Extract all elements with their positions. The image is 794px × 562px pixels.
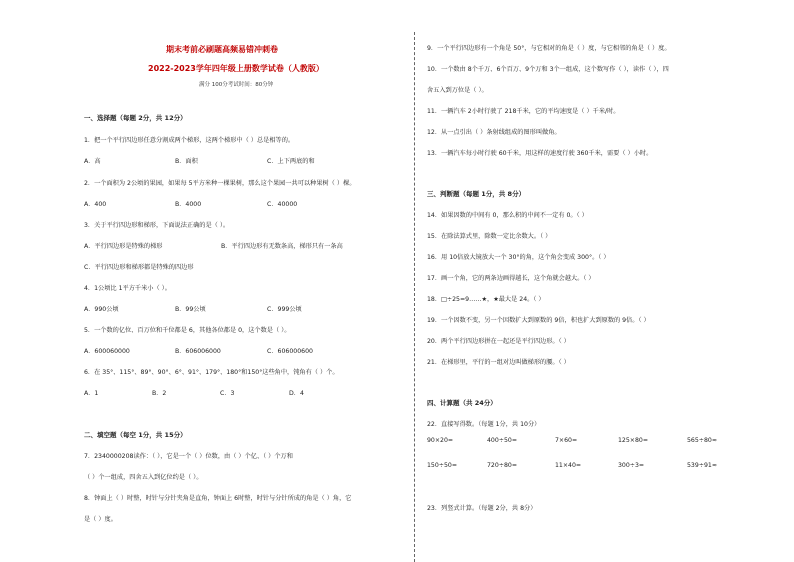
question-11: 11．一辆汽车 2小时行驶了 218千米，它的平均速度是（ ）千米/时。 — [427, 108, 620, 115]
question-9: 9．一个平行四边形有一个角是 50°，与它相对的角是（ ）度，与它相邻的角是（ ）度。 — [427, 45, 671, 52]
calc-grid — [427, 437, 787, 487]
q1-option-b: B．面积 — [175, 158, 198, 165]
calc-item: 300÷3= — [618, 462, 645, 469]
exam-meta: 满分 100分考试时间：80分钟 — [199, 82, 274, 88]
q3-option-a: A．平行四边形是特殊的梯形 — [84, 243, 163, 250]
question-23: 23．列竖式计算。（每题 2分，共 8分） — [427, 505, 537, 512]
calc-row — [427, 437, 787, 462]
calc-item: 150÷50= — [427, 462, 458, 469]
question-13: 13．一辆汽车每小时行驶 60千米，用这样的速度行驶 360千米，需要（ ）小时。 — [427, 150, 653, 157]
q3-option-c: C．平行四边形和梯形都是特殊的四边形 — [84, 264, 194, 271]
question-18: 18．□÷25=9……★，★最大是 24。（ ） — [427, 296, 545, 303]
question-7-line1: 7．2340000208读作：（ ），它是一个（ ）位数，由（ ）个亿、（ ）个万和 — [84, 453, 293, 460]
calc-row — [427, 462, 787, 487]
section-fill-heading: 二、填空题（每空 1分，共 15分） — [84, 431, 187, 439]
exam-title: 期末考前必刷题高频易错冲刺卷 — [166, 45, 278, 54]
question-20: 20．两个平行四边形拼在一起还是平行四边形。（ ） — [427, 338, 570, 345]
q2-option-a: A．400 — [84, 201, 107, 208]
section-judge-heading: 三、判断题（每题 1分，共 8分） — [427, 190, 526, 198]
calc-item: 400÷50= — [487, 437, 518, 444]
q4-option-b: B．99公顷 — [175, 306, 206, 313]
q6-option-d: D．4 — [289, 390, 304, 397]
question-15: 15．在除法算式里，除数一定比余数大。（ ） — [427, 233, 552, 240]
question-22: 22．直接写得数。（每题 1分，共 10分） — [427, 421, 541, 428]
question-16: 16．用 10倍放大镜放大一个 30°的角，这个角会变成 300°。（ ） — [427, 254, 610, 261]
question-5: 5．一个数的亿位、百万位和千位都是 6，其他各位都是 0，这个数是（ ）。 — [84, 327, 291, 334]
question-6: 6．在 35°、115°、89°、90°、6°、91°、179°、180°和150°这些角中，钝角有（ ）个。 — [84, 369, 339, 376]
section-choice-heading: 一、选择题（每题 2分，共 12分） — [84, 114, 187, 122]
q5-option-c: C．606000600 — [267, 348, 313, 355]
column-divider — [414, 32, 415, 562]
q6-option-a: A．1 — [84, 390, 99, 397]
calc-item: 125×80= — [618, 437, 649, 444]
q6-option-b: B．2 — [152, 390, 167, 397]
question-8-line2: 是（ ）度。 — [84, 516, 117, 523]
q2-option-b: B．4000 — [175, 201, 202, 208]
section-calc-heading: 四、计算题（共 24分） — [427, 399, 497, 407]
q5-option-a: A．600060000 — [84, 348, 130, 355]
calc-item: 11×40= — [555, 462, 582, 469]
question-10-line2: 舍五入到万位是（ ）。 — [427, 87, 488, 94]
calc-item: 90×20= — [427, 437, 454, 444]
question-4: 4．1公顷比 1平方千米小（ ）。 — [84, 285, 171, 292]
q5-option-b: B．606006000 — [175, 348, 221, 355]
q4-option-c: C．999公顷 — [267, 306, 302, 313]
question-14: 14．如果因数的中间有 0，那么积的中间不一定有 0。（ ） — [427, 212, 588, 219]
question-21: 21．在梯形里，平行的一组对边叫做梯形的腰。（ ） — [427, 359, 570, 366]
calc-item: 7×60= — [555, 437, 578, 444]
question-12: 12．从一点引出（ ）条射线组成的图形叫做角。 — [427, 129, 561, 136]
question-1: 1．把一个平行四边形任意分割成两个梯形，这两个梯形中（ ）总是相等的。 — [84, 137, 295, 144]
q6-option-c: C．3 — [220, 390, 235, 397]
q3-option-b: B．平行四边形有无数条高，梯形只有一条高 — [221, 243, 343, 250]
q1-option-c: C．上下两底的和 — [267, 158, 315, 165]
calc-item: 565÷80≈ — [687, 437, 718, 444]
calc-item: 539÷91≈ — [687, 462, 718, 469]
q4-option-a: A．990公顷 — [84, 306, 119, 313]
q1-option-a: A．高 — [84, 158, 101, 165]
question-7-line2: （ ）个一组成，四舍五入到亿位约是（ ）。 — [84, 474, 203, 481]
question-19: 19．一个因数不变，另一个因数扩大到原数的 9倍，积也扩大到原数的 9倍。（ ） — [427, 317, 650, 324]
question-10-line1: 10．一个数由 8个千万、6个百万、9个万和 3个一组成，这个数写作（ ），读作（ ），四 — [427, 66, 669, 73]
q2-option-c: C．40000 — [267, 201, 298, 208]
question-8-line1: 8．钟面上（ ）时整，时针与分针夹角是直角，钟面上 6时整，时针与分针所成的角是（ ）角，它 — [84, 495, 352, 502]
question-17: 17．画一个角，它的两条边画得越长，这个角就会越大。（ ） — [427, 275, 595, 282]
question-3: 3．关于平行四边形和梯形，下面说法正确的是（ ）。 — [84, 222, 230, 229]
exam-subtitle: 2022-2023学年四年级上册数学试卷（人教版） — [148, 64, 324, 73]
question-2: 2．一个面积为 2公顷的果园，如果每 5平方米种一棵果树，那么这个果园一共可以种果树（ ）棵。 — [84, 180, 356, 187]
calc-item: 720÷80= — [487, 462, 518, 469]
